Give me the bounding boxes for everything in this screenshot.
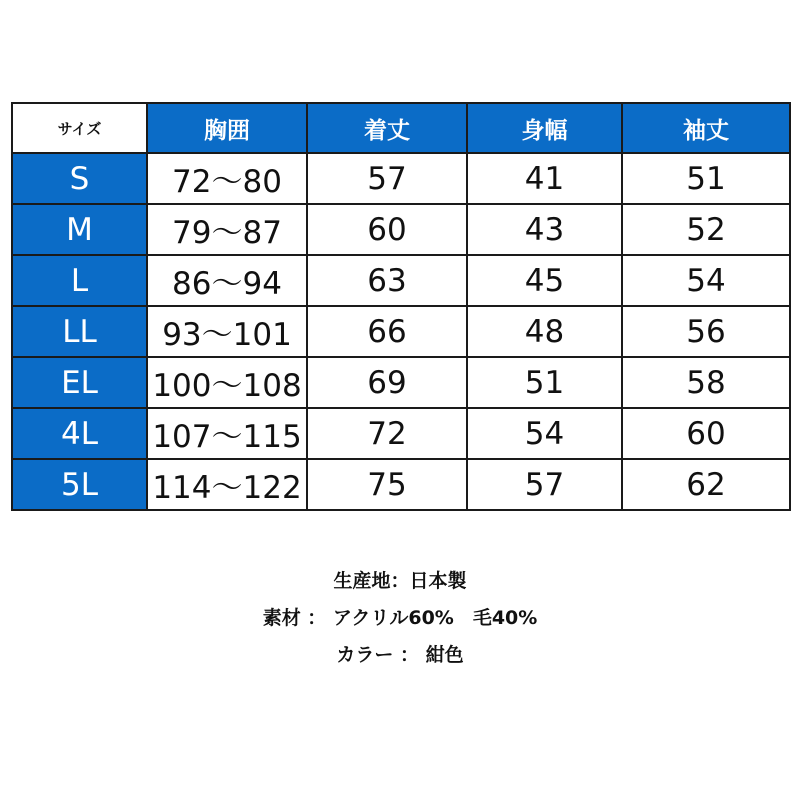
length-value: 69 <box>307 357 467 408</box>
table-row <box>12 408 790 459</box>
width-value: 54 <box>467 408 622 459</box>
chest-value: 100～108 <box>147 357 307 408</box>
width-value: 45 <box>467 255 622 306</box>
sleeve-value: 52 <box>622 204 790 255</box>
chest-value: 79～87 <box>147 204 307 255</box>
size-label: S <box>12 153 147 204</box>
width-column-header: 身幅 <box>467 103 622 153</box>
table-row <box>12 153 790 204</box>
origin-note: 生産地：日本製 <box>333 570 467 592</box>
size-chart-table <box>11 102 791 511</box>
length-value: 75 <box>307 459 467 510</box>
product-notes <box>0 563 800 674</box>
chest-value: 72～80 <box>147 153 307 204</box>
chest-value: 114～122 <box>147 459 307 510</box>
material-note: 素材 ： アクリル60% 毛40% <box>262 607 538 629</box>
header-row <box>12 103 790 153</box>
chest-column-header: 胸囲 <box>147 103 307 153</box>
size-label: EL <box>12 357 147 408</box>
size-label: 4L <box>12 408 147 459</box>
table-row <box>12 357 790 408</box>
size-label: M <box>12 204 147 255</box>
length-column-header: 着丈 <box>307 103 467 153</box>
sleeve-value: 54 <box>622 255 790 306</box>
table-row <box>12 306 790 357</box>
chest-value: 107～115 <box>147 408 307 459</box>
width-value: 57 <box>467 459 622 510</box>
sleeve-column-header: 袖丈 <box>622 103 790 153</box>
color-note: カラー ： 紺色 <box>336 644 464 666</box>
width-value: 48 <box>467 306 622 357</box>
sleeve-value: 51 <box>622 153 790 204</box>
size-column-header: サイズ <box>12 103 147 153</box>
sleeve-value: 56 <box>622 306 790 357</box>
sleeve-value: 62 <box>622 459 790 510</box>
length-value: 57 <box>307 153 467 204</box>
chest-value: 93～101 <box>147 306 307 357</box>
sleeve-value: 60 <box>622 408 790 459</box>
size-label: 5L <box>12 459 147 510</box>
width-value: 41 <box>467 153 622 204</box>
width-value: 43 <box>467 204 622 255</box>
table-row <box>12 459 790 510</box>
chest-value: 86～94 <box>147 255 307 306</box>
length-value: 66 <box>307 306 467 357</box>
size-label: L <box>12 255 147 306</box>
table-row <box>12 204 790 255</box>
length-value: 72 <box>307 408 467 459</box>
size-label: LL <box>12 306 147 357</box>
table-row <box>12 255 790 306</box>
length-value: 63 <box>307 255 467 306</box>
length-value: 60 <box>307 204 467 255</box>
sleeve-value: 58 <box>622 357 790 408</box>
width-value: 51 <box>467 357 622 408</box>
